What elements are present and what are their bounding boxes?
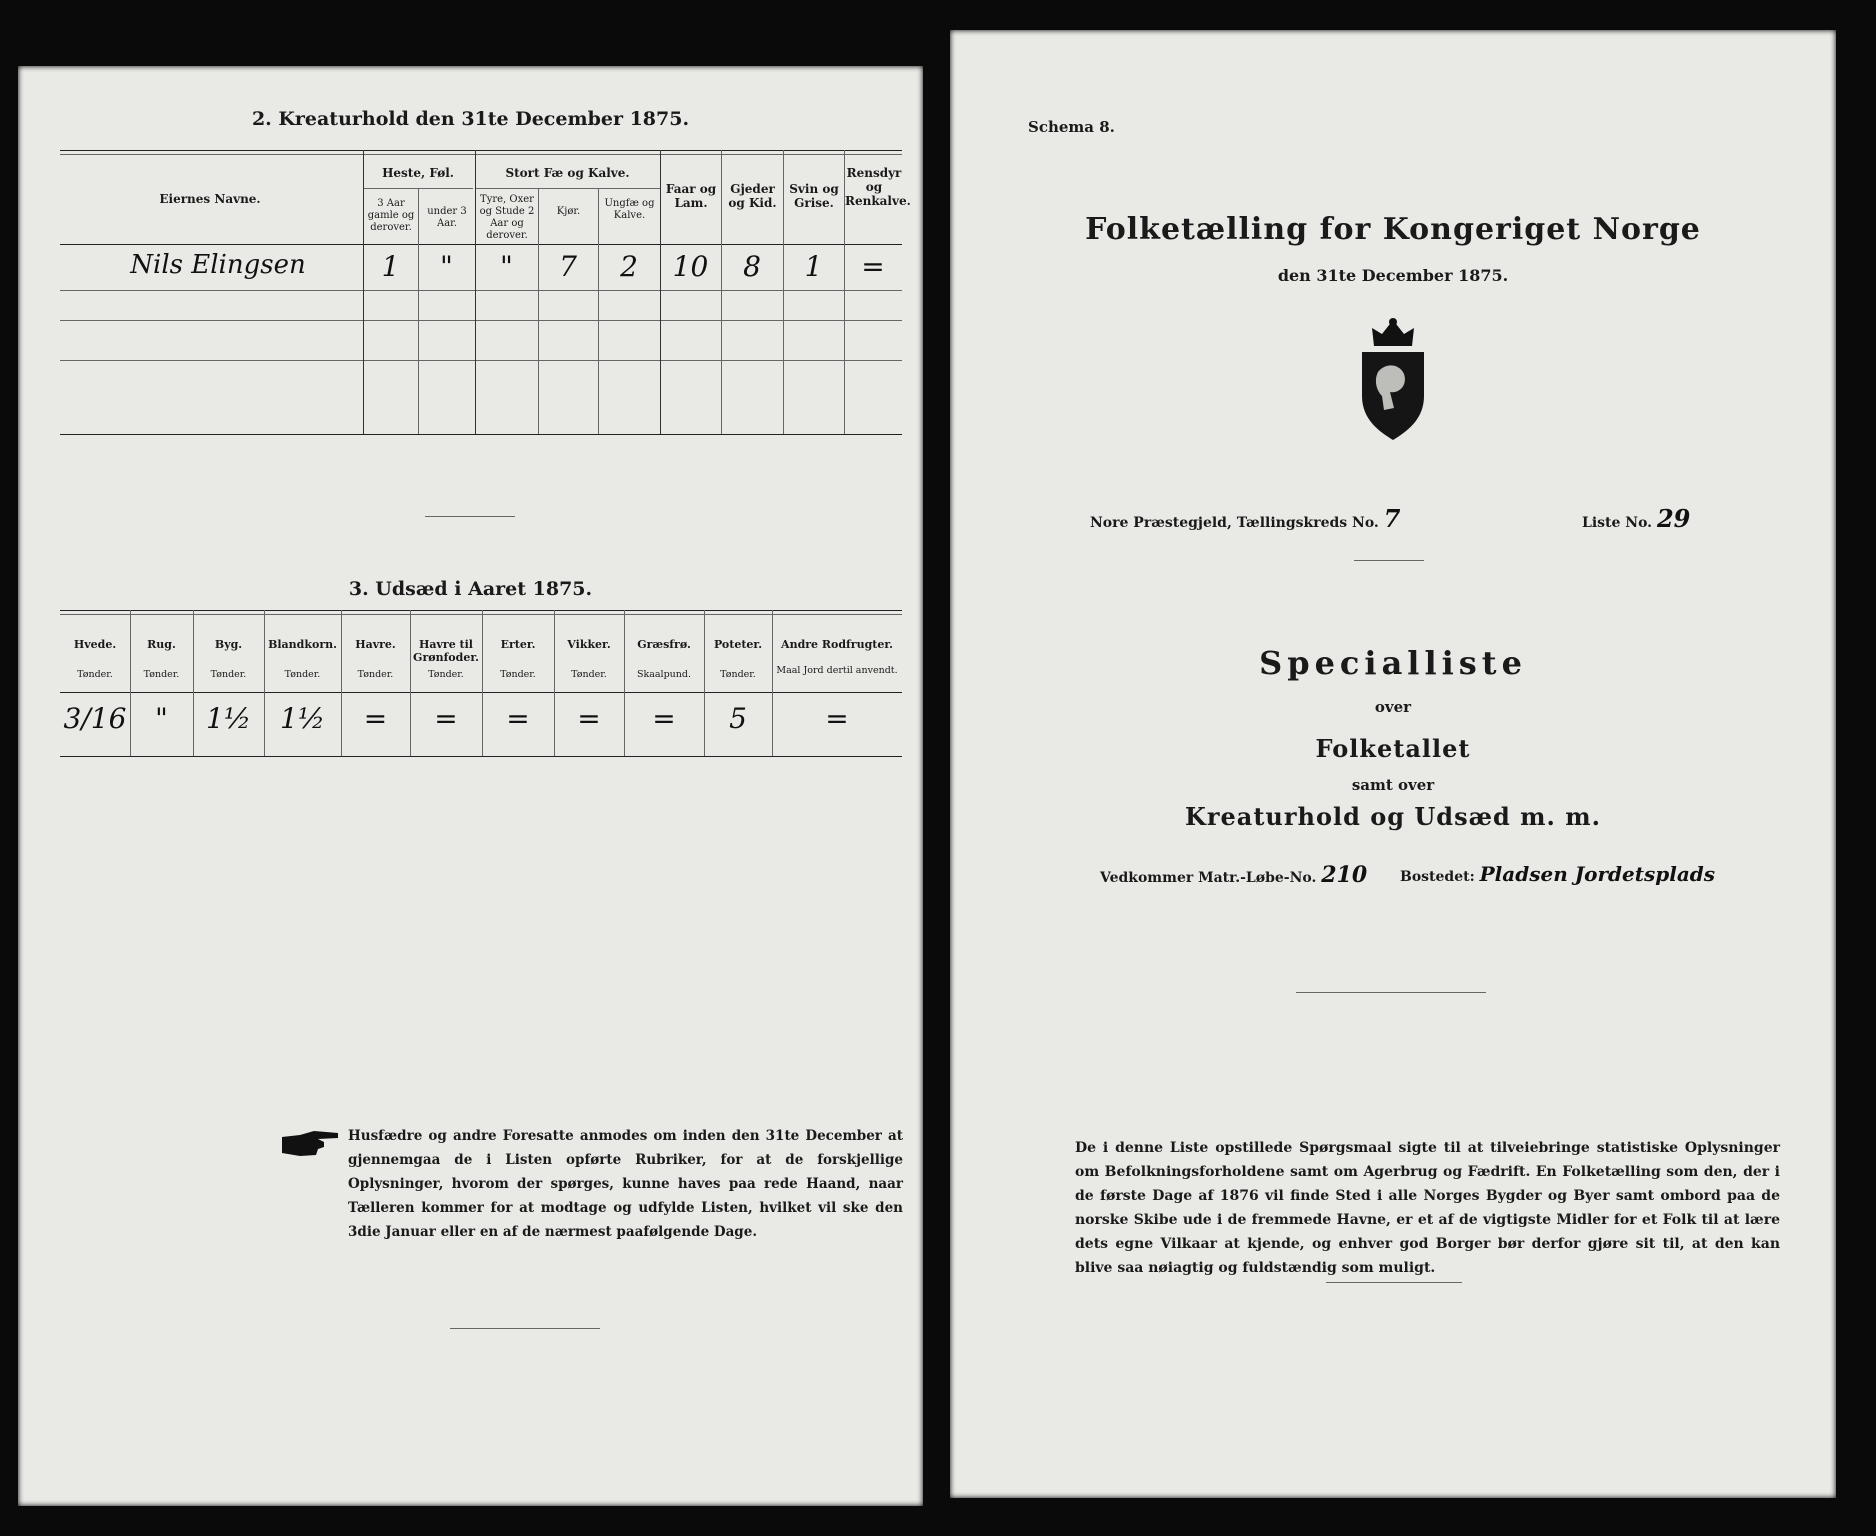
seed-col-unit: Tønder. <box>428 669 464 680</box>
col-owner-header: Eiernes Navne. <box>159 192 261 206</box>
seed-col-unit: Tønder. <box>143 669 180 680</box>
seed-col-header: Vikker. <box>567 638 611 651</box>
seed-value-cell: = <box>652 702 676 735</box>
section2-title: 2. Kreaturhold den 31te December 1875. <box>251 108 690 130</box>
folketallet-label: Folketallet <box>1315 734 1471 763</box>
col-horses-a-header: 3 Aar gamle og derover. <box>367 198 415 233</box>
main-title: Folketælling for Kongeriget Norge <box>1085 212 1701 247</box>
left-page <box>18 66 923 1506</box>
seed-col-unit: Tønder. <box>77 669 113 680</box>
col-horses-b-header: under 3 Aar. <box>427 206 467 229</box>
seed-col-header: Byg. <box>214 638 243 651</box>
seed-col-unit: Tønder. <box>571 669 607 680</box>
explanation-paragraph: De i denne Liste opstillede Spørgsmaal sigte til at tilveiebringe statistiske Oplysninger om Befolkningsforholdene samt om Agerbrug og Fædrift. En Folketælling som den, der i de første Dage af 1876 vil finde Sted i alle Norges Bygder og Byer samt ombord paa de norske Skibe ude i de fremmede Havne, er et af de vigtigste Midler for et Folk til at lære dets egne Vilkaar at kjende, og enhver god Borger bør derfor gjøre sit til, at den kan blive saa nøiagtig og fuldstændig som muligt. <box>1075 1140 1780 1276</box>
col-reindeer-header: Rensdyr og Renkalve. <box>845 166 911 208</box>
seed-value-cell: = <box>434 702 458 735</box>
seed-col-header: Andre Rodfrugter. <box>781 638 893 651</box>
seed-col-unit: Tønder. <box>720 669 756 680</box>
col-sheep-header: Faar og Lam. <box>665 182 717 210</box>
seed-col-unit: Tønder. <box>210 669 247 680</box>
notice-text: Husfædre og andre Foresatte anmodes om inden den 31te December at gjennemgaa de i Listen opførte Rubriker, for at de forskjellige Oplysninger, hvorom der spørges, kunne haves paa rede Haand, naar Tælleren kommer for at modtage og udfylde Listen, hvilket vil ske den 3die Januar eller en af de nærmest paafølgende Dage. <box>348 1128 903 1240</box>
seed-value-cell: " <box>155 702 168 735</box>
parish-line <box>1090 504 1400 533</box>
bostedet-value: Pladsen Jordetsplads <box>1479 862 1716 886</box>
coat-of-arms-icon <box>1354 316 1432 442</box>
seed-col-header: Blandkorn. <box>268 638 337 651</box>
parish-label: Nore Præstegjeld, Tællingskreds No. <box>1090 515 1379 531</box>
matr-number: 210 <box>1321 862 1368 888</box>
col-pigs-header: Svin og Grise. <box>789 182 839 210</box>
seed-col-header: Græsfrø. <box>637 638 691 651</box>
section3-title: 3. Udsæd i Aaret 1875. <box>348 578 593 600</box>
seed-col-unit: Tønder. <box>500 669 536 680</box>
samt-over-label: samt over <box>1351 776 1435 794</box>
livestock-cell: 8 <box>743 250 761 283</box>
col-cattle-a-header: Tyre, Oxer og Stude 2 Aar og derover. <box>479 194 535 241</box>
tellingskreds-number: 7 <box>1383 504 1401 533</box>
owner-name: Nils Elingsen <box>130 250 306 280</box>
livestock-cell: 2 <box>620 250 638 283</box>
livestock-cell: 1 <box>804 250 823 283</box>
col-cattle-c-header: Ungfæ og Kalve. <box>604 198 655 221</box>
seed-value-cell: 3/16 <box>63 702 127 735</box>
seed-col-unit: Tønder. <box>284 669 321 680</box>
col-goats-header: Gjeder og Kid. <box>728 182 777 210</box>
livestock-cell: " <box>440 250 453 283</box>
livestock-cell: 7 <box>559 250 577 283</box>
seed-col-unit: Maal Jord dertil anvendt. <box>776 665 898 676</box>
livestock-cell: " <box>500 250 513 283</box>
seed-value-cell: = <box>825 702 849 735</box>
seed-col-unit: Skaalpund. <box>636 669 692 680</box>
pointing-hand-icon <box>280 1129 342 1159</box>
seed-value-cell: = <box>506 702 530 735</box>
seed-col-unit: Tønder. <box>357 669 394 680</box>
kreaturhold-label: Kreaturhold og Udsæd m. m. <box>1185 802 1601 831</box>
col-horses-header: Heste, Føl. <box>382 166 454 180</box>
specialliste-title: Specialliste <box>1259 644 1527 682</box>
col-cattle-b-header: Kjør. <box>556 206 581 217</box>
bostedet-line <box>1400 862 1715 886</box>
seed-value-cell: 1½ <box>280 702 325 735</box>
seed-col-header: Erter. <box>500 638 536 651</box>
seed-value-cell: 5 <box>729 702 747 735</box>
seed-col-header: Havre til Grønfoder. <box>413 638 479 664</box>
seed-col-header: Poteter. <box>713 638 763 651</box>
seed-value-cell: = <box>363 702 388 735</box>
matr-label: Vedkommer Matr.-Løbe-No. <box>1100 870 1317 886</box>
liste-line <box>1582 504 1690 533</box>
seed-col-header: Hvede. <box>73 638 117 651</box>
liste-label: Liste No. <box>1582 515 1653 531</box>
liste-number: 29 <box>1656 504 1691 533</box>
bostedet-label: Bostedet: <box>1400 869 1475 885</box>
seed-value-cell: = <box>577 702 601 735</box>
seed-col-header: Rug. <box>147 638 176 651</box>
livestock-cell: 1 <box>381 250 400 283</box>
seed-value-cell: 1½ <box>206 702 251 735</box>
col-cattle-header: Stort Fæ og Kalve. <box>505 166 630 180</box>
schema-label: Schema 8. <box>1028 118 1115 136</box>
livestock-cell: = <box>861 250 885 283</box>
seed-col-header: Havre. <box>355 638 396 651</box>
over-label-1: over <box>1374 698 1412 716</box>
livestock-cell: 10 <box>672 250 709 283</box>
right-page <box>950 30 1836 1498</box>
date-line: den 31te December 1875. <box>1277 266 1509 285</box>
matr-line <box>1100 862 1367 888</box>
